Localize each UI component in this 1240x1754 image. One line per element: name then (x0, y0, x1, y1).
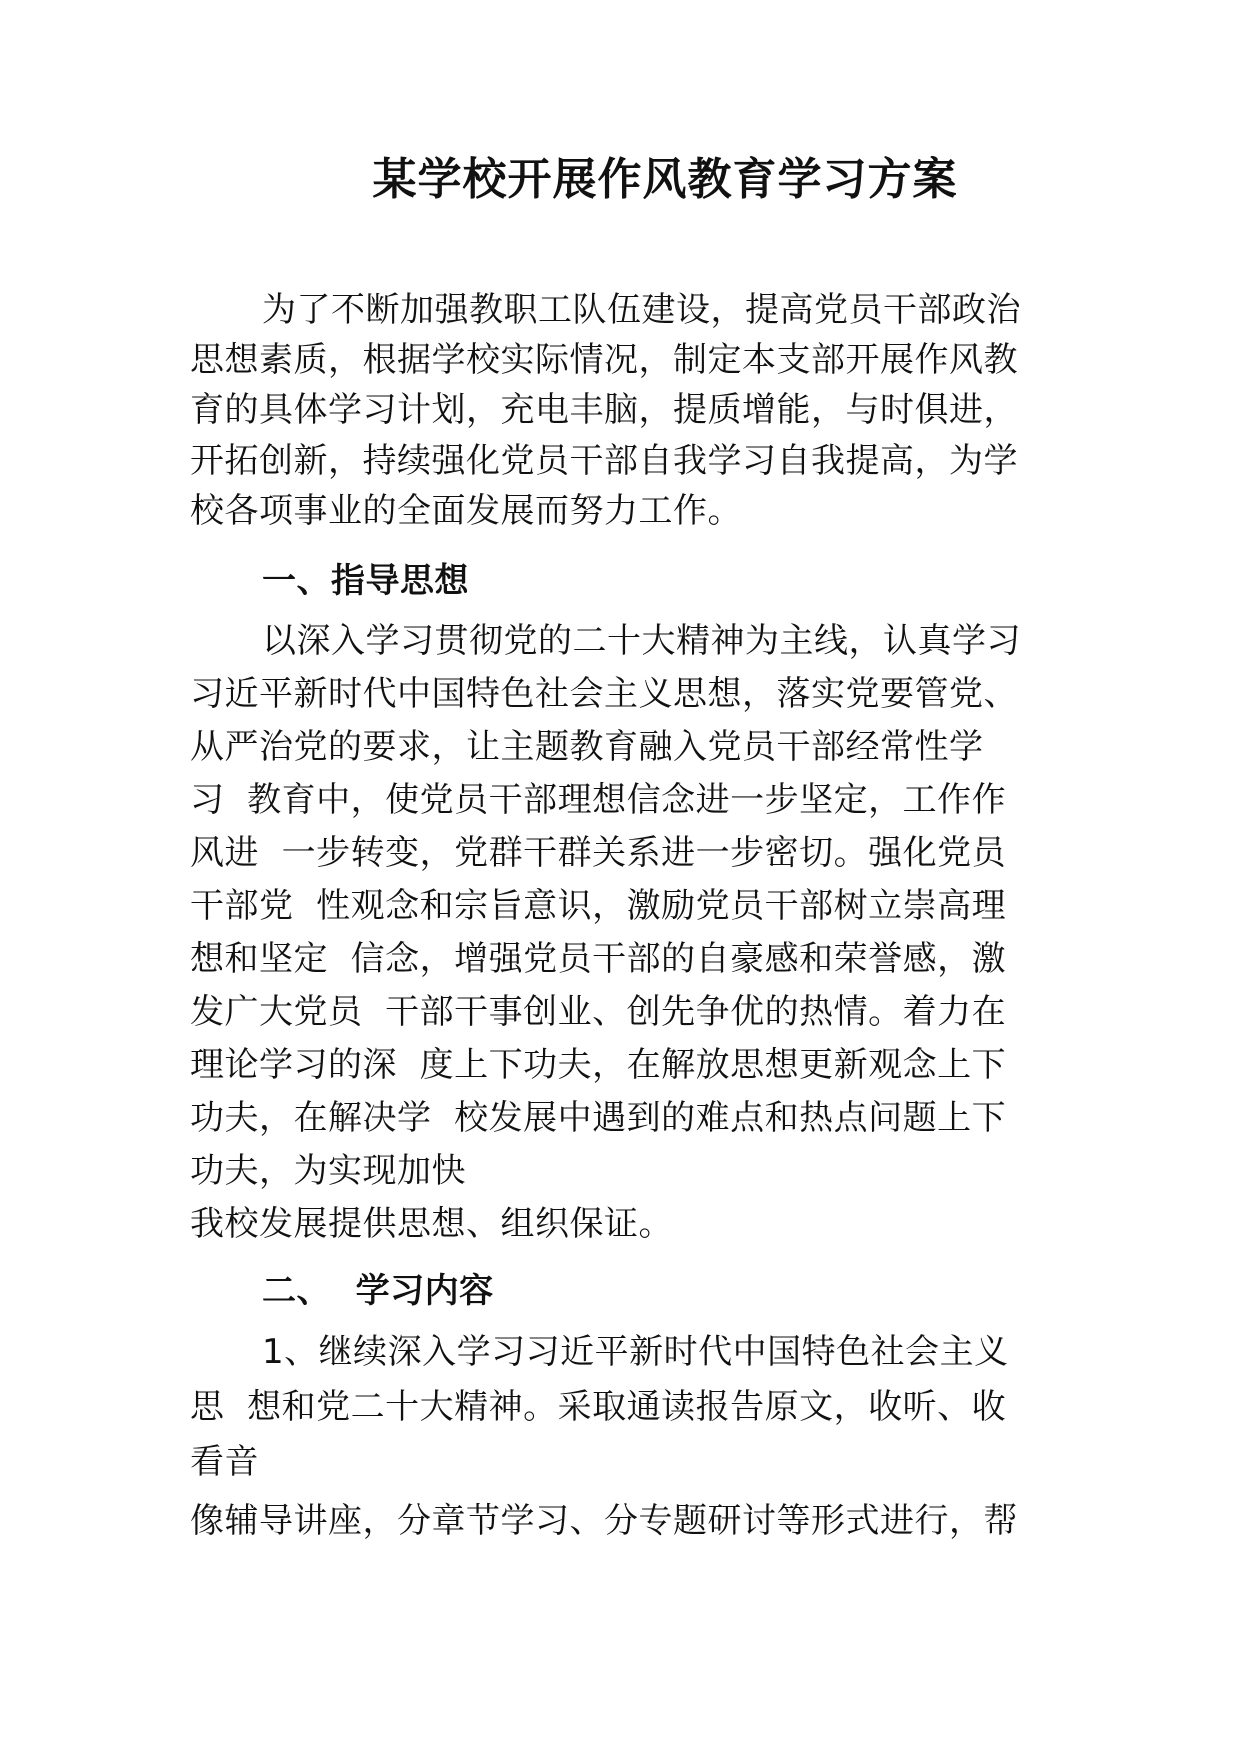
section1-line: 以深入学习贯彻党的二十大精神为主线，认真学习 (262, 621, 1021, 661)
section1-line: 发广大党员 干部干事创业、创先争优的热情。着力在 (190, 992, 1007, 1032)
section1-line: 从严治党的要求，让主题教育融入党员干部经常性学 (190, 727, 984, 767)
section1-line: 我校发展提供思想、组织保证。 (190, 1204, 673, 1244)
section1-line: 理论学习的深 度上下功夫，在解放思想更新观念上下 (190, 1045, 1007, 1085)
section1-line: 习 教育中，使党员干部理想信念进一步坚定，工作作 (190, 780, 1007, 820)
document-title: 某学校开展作风教育学习方案 (372, 154, 958, 205)
intro-line: 开拓创新，持续强化党员干部自我学习自我提高，为学 (190, 441, 1018, 481)
intro-line: 校各项事业的全面发展而努力工作。 (190, 491, 742, 531)
section2-line: 看音 (190, 1442, 259, 1482)
section1-line: 习近平新时代中国特色社会主义思想，落实党要管党、 (190, 674, 1018, 714)
section2-line: 思 想和党二十大精神。采取通读报告原文，收听、收 (190, 1387, 1007, 1427)
intro-line: 育的具体学习计划，充电丰脑，提质增能，与时俱进， (190, 390, 1018, 430)
intro-line: 思想素质，根据学校实际情况，制定本支部开展作风教 (190, 340, 1018, 380)
section2-line: 像辅导讲座，分章节学习、分专题研讨等形式进行，帮 (190, 1501, 1018, 1541)
section1-line: 风进 一步转变，党群干群关系进一步密切。强化党员 (190, 833, 1007, 873)
section-heading-guiding-thought: 一、指导思想 (262, 561, 469, 601)
section-heading-study-content: 二、 学习内容 (262, 1271, 494, 1311)
section1-line: 想和坚定 信念，增强党员干部的自豪感和荣誉感，激 (190, 939, 1007, 979)
intro-line: 为了不断加强教职工队伍建设，提高党员干部政治 (262, 290, 1021, 330)
section1-line: 功夫，在解决学 校发展中遇到的难点和热点问题上下 (190, 1098, 1007, 1138)
section2-line: 1、继续深入学习习近平新时代中国特色社会主义 (262, 1332, 1009, 1372)
section1-line: 干部党 性观念和宗旨意识，激励党员干部树立崇高理 (190, 886, 1007, 926)
section1-line: 功夫，为实现加快 (190, 1151, 466, 1191)
